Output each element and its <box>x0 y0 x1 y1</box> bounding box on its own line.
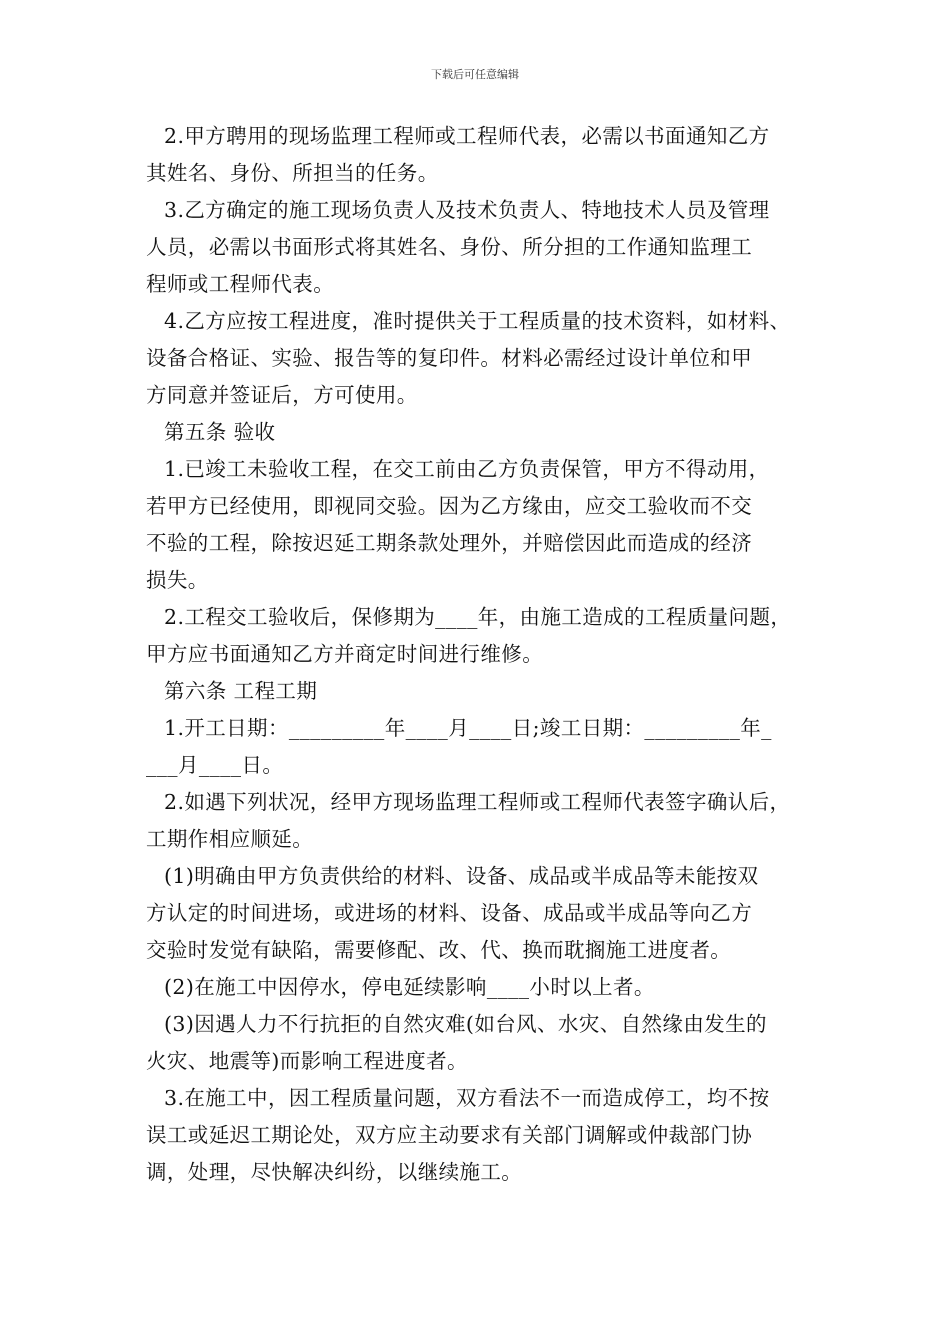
paragraph <box>146 192 826 303</box>
paragraph <box>146 118 826 192</box>
text-line: 1.已竣工未验收工程，在交工前由乙方负责保管，甲方不得动用， <box>164 457 770 481</box>
text-line: ___月____日。 <box>146 753 284 777</box>
text-line: 程师或工程师代表。 <box>146 272 335 296</box>
text-line: 2.工程交工验收后，保修期为____年，由施工造成的工程质量问题， <box>164 605 792 629</box>
paragraph <box>146 784 826 858</box>
text-line: 人员，必需以书面形式将其姓名、身份、所分担的工作通知监理工 <box>146 235 753 259</box>
paragraph <box>146 1006 826 1080</box>
text-line: (1)明确由甲方负责供给的材料、设备、成品或半成品等未能按双 <box>164 864 759 888</box>
paragraph <box>146 710 826 784</box>
text-line: 2.如遇下列状况，经甲方现场监理工程师或工程师代表签字确认后， <box>164 790 791 814</box>
text-line: 损失。 <box>146 568 209 592</box>
paragraph <box>146 451 826 599</box>
text-line: 误工或延迟工期论处，双方应主动要求有关部门调解或仲裁部门协 <box>146 1123 753 1147</box>
text-line: 若甲方已经使用，即视同交验。因为乙方缘由，应交工验收而不交 <box>146 494 753 518</box>
text-line: 调，处理，尽快解决纠纷，以继续施工。 <box>146 1160 523 1184</box>
text-line: 1.开工日期：_________年____月____日;竣工日期：_________年_ <box>164 716 772 740</box>
paragraph <box>146 303 826 414</box>
text-line: 不验的工程，除按迟延工期条款处理外，并赔偿因此而造成的经济 <box>146 531 753 555</box>
paragraph <box>146 858 826 969</box>
page-header: 下载后可任意编辑 <box>431 68 519 81</box>
paragraph <box>146 969 826 1006</box>
text-line: 方认定的时间进场，或进场的材料、设备、成品或半成品等向乙方 <box>146 901 753 925</box>
text-line: 甲方应书面通知乙方并商定时间进行维修。 <box>146 642 544 666</box>
paragraph <box>146 414 826 451</box>
text-line: 方同意并签证后，方可使用。 <box>146 383 418 407</box>
text-line: 第六条 工程工期 <box>164 679 318 703</box>
paragraph <box>146 599 826 673</box>
text-line: (3)因遇人力不行抗拒的自然灾难(如台风、水灾、自然缘由发生的 <box>164 1012 767 1036</box>
text-line: (2)在施工中因停水，停电延续影响____小时以上者。 <box>164 975 655 999</box>
text-line: 4.乙方应按工程进度，准时提供关于工程质量的技术资料，如材料、 <box>164 309 791 333</box>
text-line: 2.甲方聘用的现场监理工程师或工程师代表，必需以书面通知乙方 <box>164 124 770 148</box>
text-line: 第五条 验收 <box>164 420 276 444</box>
text-line: 工期作相应顺延。 <box>146 827 314 851</box>
text-line: 火灾、地震等)而影响工程进度者。 <box>146 1049 468 1073</box>
paragraph <box>146 673 826 710</box>
paragraph <box>146 1080 826 1191</box>
document-body <box>146 118 826 1191</box>
text-line: 其姓名、身份、所担当的任务。 <box>146 161 439 185</box>
text-line: 3.在施工中，因工程质量问题，双方看法不一而造成停工，均不按 <box>164 1086 770 1110</box>
text-line: 3.乙方确定的施工现场负责人及技术负责人、特地技术人员及管理 <box>164 198 770 222</box>
text-line: 交验时发觉有缺陷，需要修配、改、代、换而耽搁施工进度者。 <box>146 938 732 962</box>
text-line: 设备合格证、实验、报告等的复印件。材料必需经过设计单位和甲 <box>146 346 753 370</box>
